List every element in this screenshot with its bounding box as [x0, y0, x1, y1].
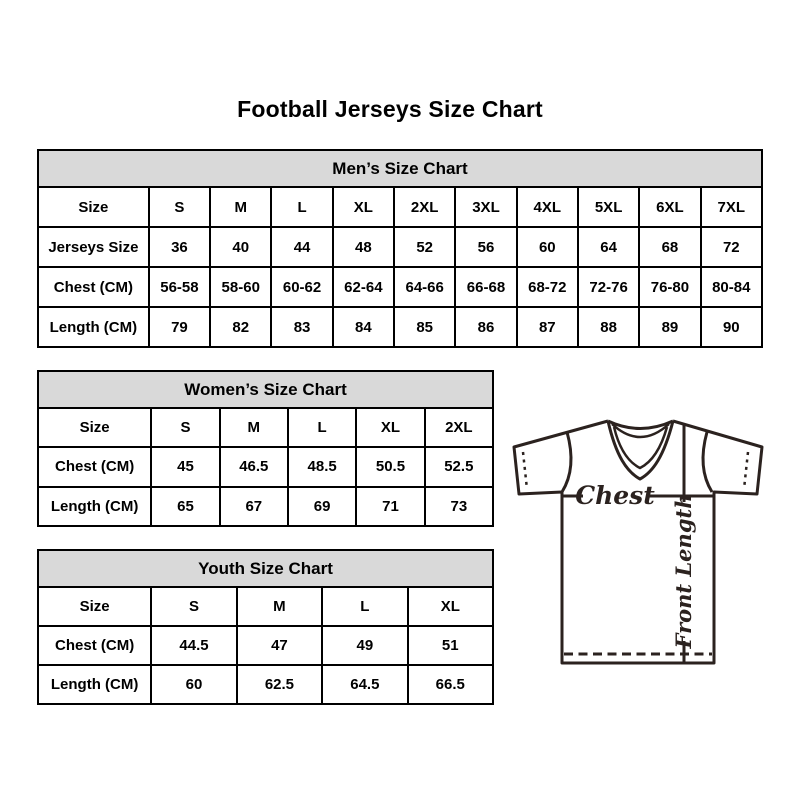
value-cell: 62-64: [333, 267, 394, 307]
value-cell: M: [210, 187, 271, 227]
value-cell: L: [322, 587, 407, 626]
value-cell: 72-76: [578, 267, 639, 307]
value-cell: 72: [701, 227, 762, 267]
value-cell: 85: [394, 307, 455, 347]
table-row: [38, 665, 493, 704]
jersey-measurement-diagram: [503, 414, 775, 670]
value-cell: 73: [425, 487, 493, 526]
value-cell: 4XL: [517, 187, 578, 227]
row-label-cell: Chest (CM): [38, 626, 151, 665]
value-cell: 51: [408, 626, 493, 665]
front-length-label: Front Length: [671, 493, 696, 649]
value-cell: 60-62: [271, 267, 332, 307]
value-cell: 88: [578, 307, 639, 347]
value-cell: 44.5: [151, 626, 236, 665]
value-cell: 82: [210, 307, 271, 347]
value-cell: 68-72: [517, 267, 578, 307]
value-cell: 6XL: [639, 187, 700, 227]
value-cell: 49: [322, 626, 407, 665]
value-cell: S: [151, 408, 219, 447]
value-cell: S: [149, 187, 210, 227]
value-cell: 64-66: [394, 267, 455, 307]
value-cell: 64: [578, 227, 639, 267]
value-cell: 86: [455, 307, 516, 347]
row-label-cell: Length (CM): [38, 665, 151, 704]
value-cell: 64.5: [322, 665, 407, 704]
row-label-cell: Chest (CM): [38, 447, 151, 486]
value-cell: 60: [517, 227, 578, 267]
value-cell: 2XL: [394, 187, 455, 227]
value-cell: 83: [271, 307, 332, 347]
jersey-outline: [514, 421, 762, 663]
value-cell: 52.5: [425, 447, 493, 486]
row-label-cell: Size: [38, 408, 151, 447]
table-row: [38, 408, 493, 447]
youth-size-table: [37, 549, 494, 705]
value-cell: 90: [701, 307, 762, 347]
value-cell: 40: [210, 227, 271, 267]
table-row: [38, 626, 493, 665]
womens-table-header: Women’s Size Chart: [38, 371, 493, 408]
value-cell: 3XL: [455, 187, 516, 227]
value-cell: 66-68: [455, 267, 516, 307]
value-cell: 44: [271, 227, 332, 267]
value-cell: L: [271, 187, 332, 227]
chest-label: Chest: [575, 481, 655, 510]
table-row: [38, 267, 762, 307]
value-cell: M: [220, 408, 288, 447]
value-cell: S: [151, 587, 236, 626]
value-cell: XL: [408, 587, 493, 626]
value-cell: 68: [639, 227, 700, 267]
value-cell: 58-60: [210, 267, 271, 307]
value-cell: 7XL: [701, 187, 762, 227]
value-cell: 65: [151, 487, 219, 526]
value-cell: 87: [517, 307, 578, 347]
table-row: [38, 587, 493, 626]
table-row: [38, 227, 762, 267]
value-cell: 47: [237, 626, 322, 665]
table-row: [38, 187, 762, 227]
value-cell: 69: [288, 487, 356, 526]
value-cell: 50.5: [356, 447, 424, 486]
mens-size-table: [37, 149, 763, 348]
value-cell: M: [237, 587, 322, 626]
value-cell: 2XL: [425, 408, 493, 447]
value-cell: 79: [149, 307, 210, 347]
youth-table-header: Youth Size Chart: [38, 550, 493, 587]
value-cell: 66.5: [408, 665, 493, 704]
value-cell: 62.5: [237, 665, 322, 704]
row-label-cell: Length (CM): [38, 307, 149, 347]
value-cell: 48.5: [288, 447, 356, 486]
value-cell: 48: [333, 227, 394, 267]
value-cell: 5XL: [578, 187, 639, 227]
row-label-cell: Size: [38, 187, 149, 227]
row-label-cell: Length (CM): [38, 487, 151, 526]
row-label-cell: Size: [38, 587, 151, 626]
value-cell: 76-80: [639, 267, 700, 307]
page-title: Football Jerseys Size Chart: [237, 96, 543, 122]
value-cell: 89: [639, 307, 700, 347]
womens-size-table: [37, 370, 494, 527]
value-cell: 52: [394, 227, 455, 267]
value-cell: 84: [333, 307, 394, 347]
value-cell: 36: [149, 227, 210, 267]
value-cell: 80-84: [701, 267, 762, 307]
row-label-cell: Chest (CM): [38, 267, 149, 307]
value-cell: L: [288, 408, 356, 447]
value-cell: 45: [151, 447, 219, 486]
value-cell: 60: [151, 665, 236, 704]
table-row: [38, 447, 493, 486]
table-row: [38, 307, 762, 347]
value-cell: 67: [220, 487, 288, 526]
value-cell: XL: [356, 408, 424, 447]
value-cell: 56: [455, 227, 516, 267]
value-cell: 56-58: [149, 267, 210, 307]
value-cell: 46.5: [220, 447, 288, 486]
value-cell: XL: [333, 187, 394, 227]
mens-table-header: Men’s Size Chart: [38, 150, 762, 187]
row-label-cell: Jerseys Size: [38, 227, 149, 267]
value-cell: 71: [356, 487, 424, 526]
table-row: [38, 487, 493, 526]
